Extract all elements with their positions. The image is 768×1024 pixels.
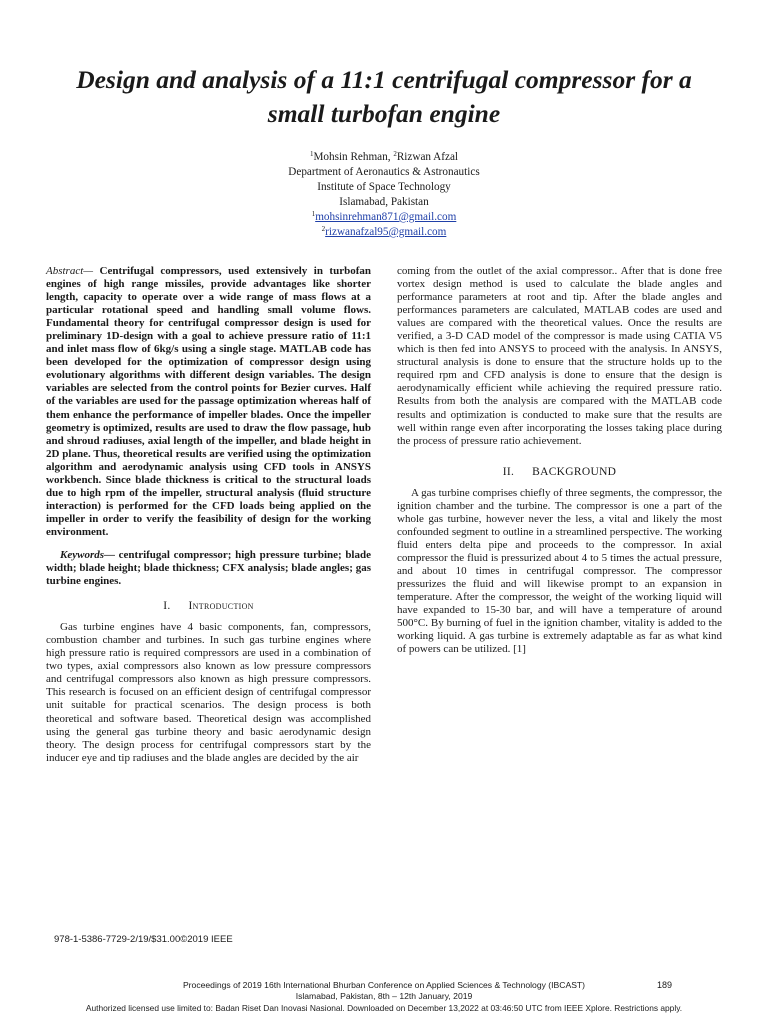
introduction-paragraph-continued: coming from the outlet of the axial compressor.. After that is done free vortex design method is used to calculate the blade angles and performance parameters at root and tip. After the blade angles and performances parameters are calculated, MATLAB codes are used and values are compared with the theoretical values. Once the results are verified, a 3-D CAD model of the compressor is made using CATIA V5 which is then fed into ANSYS to proceed with the analysis. In ANSYS, structural analysis is done to ensure that the structure holds up to the required rpm and CFD analysis is done to ensure that the design is aerodynamically efficient while achieving the required pressure ratio. Results from both the analysis are compared with the MATLAB code results and optimization is conducted to make sure that the results are well within range even after incorporating the losses taking place during the process of pressure ratio achievement.	[397, 265, 722, 447]
author-location: Islamabad, Pakistan	[339, 196, 429, 208]
right-column	[397, 265, 722, 656]
left-column	[46, 265, 371, 765]
paper-title: Design and analysis of a 11:1 centrifugal compressor for a small turbofan engine	[76, 65, 692, 128]
email-link[interactable]: mohsinrehman871@gmail.com	[315, 211, 457, 223]
page-number: 189	[657, 980, 673, 990]
keywords-text: centrifugal compressor; high pressure turbine; blade width; blade height; blade thickness; CFX analysis; blade angles; gas turbine engines.	[46, 548, 371, 588]
author-email: $^1$mohsinrehman871@gmail.com	[311, 210, 457, 223]
conference-footer	[100, 980, 668, 1002]
keywords	[46, 549, 371, 588]
author-block	[184, 150, 584, 240]
keywords-label: Keywords—	[60, 548, 115, 561]
author-names: $^1$Mohsin Rehman, $^2$Rizwan Afzal	[309, 150, 459, 163]
section-number: II.	[502, 465, 515, 478]
license-notice: Authorized licensed use limited to: Badan Riset Dan Inovasi Nasional. Downloaded on December 13,2022 at 03:46:50 UTC from IEEE Xplore. Restrictions apply.	[85, 1003, 683, 1013]
author-institute: Institute of Space Technology	[317, 181, 451, 193]
email-link[interactable]: rizwanafzal95@gmail.com	[325, 226, 447, 238]
author-name: Rizwan Afzal	[396, 151, 459, 163]
abstract	[46, 265, 371, 539]
introduction-paragraph: Gas turbine engines have 4 basic components, fan, compressors, combustion chamber and turbines. In such gas turbine engines where high pressure ratio is required compressors are used in a combination of two types, axial compressors also known as low pressure compressors and centrifugal compressors also known as high pressure compressors. This research is focused on an efficient design of centrifugal compressor unit suitable for practical scenarios. The design process is both theoretical and software based. Theoretical design was accomplished using the general gas turbine theory and basic aerodynamic design theory. The design process for centrifugal compressors start by the inducer eye and tip radiuses and the blade angles are decided by the air	[46, 621, 371, 764]
section-heading-introduction	[46, 600, 371, 613]
abstract-text: Centrifugal compressors, used extensively in turbofan engines of high range missiles, provide advantages like shorter length, capacity to operate over a wide range of mass flows at a particular rotational speed and handling small volume flows. Fundamental theory for centrifugal compressor design is used for preliminary 1D-design with a goal to achieve pressure ratio of 11:1 and inlet mass flow of 6kg/s using a single stage. MATLAB code has been developed for the optimization of compressor design using evolutionary algorithms with different design variables. The design variables are selected from the control points for Bezier curves. Half of the variables are used for the passage optimization whereas half of them enhance the performance of impeller blades. Once the impeller geometry is optimized, results are used to draw the flow passage, hub and shroud radiuses, axial length of the impeller, and blade height in 2D plane. Thus, theoretical results are verified using the optimization algorithm and aerodynamic analysis using CFD tools in ANSYS workbench. Since blade thickness is critical to the structural loads due to high rpm of the impeller, structural analysis (fluid structure interaction) is performed for the CFD loads being applied on the impeller in order to verify the feasibility of design for the working environment.	[46, 265, 371, 538]
section-number: I.	[163, 600, 171, 613]
section-heading-background	[397, 466, 722, 479]
abstract-label: Abstract—	[46, 265, 94, 277]
section-title: Introduction	[188, 600, 254, 613]
copyright-notice: 978-1-5386-7729-2/19/$31.00©2019 IEEE	[54, 934, 233, 945]
footer-line: Islamabad, Pakistan, 8th – 12th January, 2019	[295, 991, 473, 1001]
background-paragraph: A gas turbine comprises chiefly of three segments, the compressor, the ignition chamber and the turbine. The compressor is one a part of the whole gas turbine, however never the less, a vital and likely the most confounded segment to outline in a streamlined perspective. The working fluid enters delta pipe and proceeds to the compressor. In axial compressor the fluid is pressurized about 4 to 5 times the actual pressure, and about 10 times in centrifugal compressor. The compressor pressurizes the fluid and will likewise prompt to an expansion in temperature. After the compressor, the weight of the working liquid will have expanded to 15-30 bar, and will have a temperature of around 500°C. By burning of fuel in the ignition chamber, vitality is added to the working liquid. A gas turbine is extremely adaptable as far as what kind of powers can be utilized. [1]	[397, 486, 722, 656]
section-title: BACKGROUND	[532, 465, 617, 478]
author-department: Department of Aeronautics & Astronautics	[288, 166, 480, 178]
author-email: $^2$rizwanafzal95@gmail.com	[321, 225, 447, 238]
footer-line: Proceedings of 2019 16th International Bhurban Conference on Applied Sciences & Technology (IBCAST)	[182, 980, 586, 990]
author-name: Mohsin Rehman,	[313, 151, 394, 163]
